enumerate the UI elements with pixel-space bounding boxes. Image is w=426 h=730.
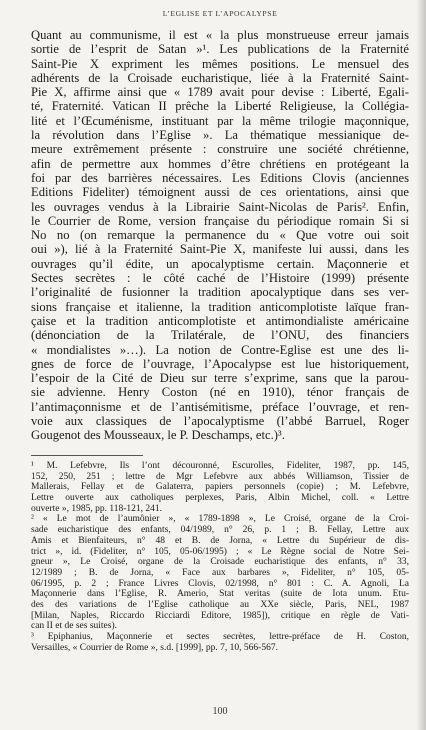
body-line: afin de permettre aux hommes d’être chrétiens en protégeant la xyxy=(31,156,409,171)
footnote-rule xyxy=(31,455,143,456)
footnote-line: Versailles, « Courrier de Rome », s.d. [1999], pp. 7, 10, 566-567. xyxy=(31,642,278,653)
footnote-line: gneur », Le Croisé, organe de la Croisade eucharistique des enfants, n° 33, xyxy=(31,557,409,568)
body-line: le Courrier de Rome, version française du périodique romain Si si xyxy=(31,213,409,228)
page-edge-shadow xyxy=(416,0,426,730)
page-number: 100 xyxy=(212,706,228,717)
footnote-line: sade eucharistique des enfants, 04/1989, n° 26, p. 1 ; B. Fellay, Lettre aux xyxy=(31,525,409,536)
footnote-line: Maçonnerie dans l’Eglise, R. Amerio, Stat veritas (suite de Iota unum. Etu- xyxy=(31,589,409,600)
body-line: la révolution dans l’Eglise ». La thématique messianique de- xyxy=(31,128,409,143)
footnote-line: Amis et Bienfaiteurs, n° 48 et B. de Jorna, « Lettre du Supérieur de dis- xyxy=(31,535,409,546)
body-line: « mondialistes »…). La notion de Contre-Eglise est une des li- xyxy=(31,342,409,357)
footnote-line: ² « Le mot de l’aumônier », « 1789-1898 », Le Croisé, organe de la Croi- xyxy=(31,514,409,525)
body-line: çaise et la tradition anticomplotiste et antimondialiste américaine xyxy=(31,313,409,328)
footnote-line: ouverte », 1985, pp. 118-121, 241. xyxy=(31,503,163,514)
body-line: voie aux classiques de l’apocalyptisme (l’abbé Barruel, Roger xyxy=(31,414,409,429)
body-line: Pie X, affirme ainsi que « 1789 avait pour devise : Liberté, Egali- xyxy=(31,85,409,100)
footnote-line: can II et de ses suites). xyxy=(31,621,117,632)
body-line: sie advienne. Henry Coston (né en 1910), ténor français de xyxy=(31,385,409,400)
body-line: sions française et italienne, la tradition anticomplotiste laïque fran- xyxy=(31,299,409,314)
body-line: l’originalité de fusionner la tradition apocalyptique dans ses ver- xyxy=(31,285,409,300)
running-header: L’EGLISE ET L’APOCALYPSE xyxy=(162,9,278,18)
body-line: l’espoir de la Cité de Dieu sur terre s’exprime, sans que la parou- xyxy=(31,371,409,386)
footnote-line: 12/1989 ; B. de Jorna, « Face aux barbares », Fideliter, n° 105, 05- xyxy=(31,567,409,578)
footnote-line: Lettre ouverte aux catholiques perplexes, Paris, Albin Michel, coll. « Lettre xyxy=(31,493,409,504)
body-line: ouvrages qu’il édite, un apocalyptisme certain. Maçonnerie et xyxy=(31,256,409,271)
body-line: Quant au communisme, il est « la plus monstrueuse erreur jamais xyxy=(31,28,409,42)
footnote-line: des des variations de l’Eglise catholique au XXe siècle, Paris, NEL, 1987 xyxy=(31,599,409,610)
body-line: sortie de l’esprit de Satan »¹. Les publications de la Fraternité xyxy=(31,42,409,57)
body-line: lité et l’Œcuménisme, instituant par la même trilogie maçonnique, xyxy=(31,113,409,128)
footnote-line: ¹ M. Lefebvre, Ils l’ont découronné, Escurolles, Fideliter, 1987, pp. 145, xyxy=(31,461,409,471)
footnote-line: 152, 250, 251 ; lettre de Mgr Lefebvre aux abbés Williamson, Tissier de xyxy=(31,471,409,482)
book-page xyxy=(31,0,409,730)
body-line: Saint-Pie X expriment les mêmes positions. Le mensuel des xyxy=(31,56,409,71)
body-line: Gougenot des Mousseaux, le P. Deschamps, etc.)³. xyxy=(31,428,285,443)
body-line: té, Fraternité. Vatican II prêche la Liberté Religieuse, la Collégia- xyxy=(31,99,409,114)
body-line: gnes de force de l’ouvrage, l’Apocalypse est lue historiquement, xyxy=(31,356,409,371)
body-line: l’antimaçonnisme et de l’antisémitisme, préface l’ouvrage, et ren- xyxy=(31,399,409,414)
footnote-line: 06/1995, p. 2 ; France Livres Clovis, 02/1998, n° 801 : C. A. Agnoli, La xyxy=(31,578,409,589)
body-line: foi par des barrières nécessaires. Les Editions Clovis (anciennes xyxy=(31,170,409,185)
footnote-line: ³ Epiphanius, Maçonnerie et sectes secrètes, lettre-préface de H. Coston, xyxy=(31,632,409,642)
footnote-line: Mallerais, Fellay et de Galaterra, papiers personnels (copie) ; M. Lefebvre, xyxy=(31,482,409,493)
footnote-line: trict », id. (Fideliter, n° 105, 05-06/1995) ; « Le Règne social de Notre Sei- xyxy=(31,546,409,557)
footnotes xyxy=(31,461,409,653)
body-line: No no (on remarque la permanence du « Que votre oui soit xyxy=(31,228,409,243)
footnote-line: [Milan, Naples, Riccardo Ricciardi Editore, 1985]), critique en règle de Vati- xyxy=(31,610,409,621)
body-line: Sectes secrètes : le côté caché de l’Histoire (1999) présente xyxy=(31,271,409,286)
body-line: meure extrêmement présente : construire une société chrétienne, xyxy=(31,142,409,157)
body-line: adhérents de la Croisade eucharistique, liée à la Fraternité Saint- xyxy=(31,70,409,85)
body-line: Editions Fideliter) témoignent aussi de ces orientations, ainsi que xyxy=(31,185,409,200)
main-text xyxy=(31,28,409,443)
body-line: (dénonciation de la Trilatérale, de l’ONU, des financiers xyxy=(31,328,409,343)
body-line: les ouvrages vendus à la Librairie Saint-Nicolas de Paris². Enfin, xyxy=(31,199,409,214)
body-line: oui »), lié à la Fraternité Saint-Pie X, manifeste lui aussi, dans les xyxy=(31,242,409,257)
